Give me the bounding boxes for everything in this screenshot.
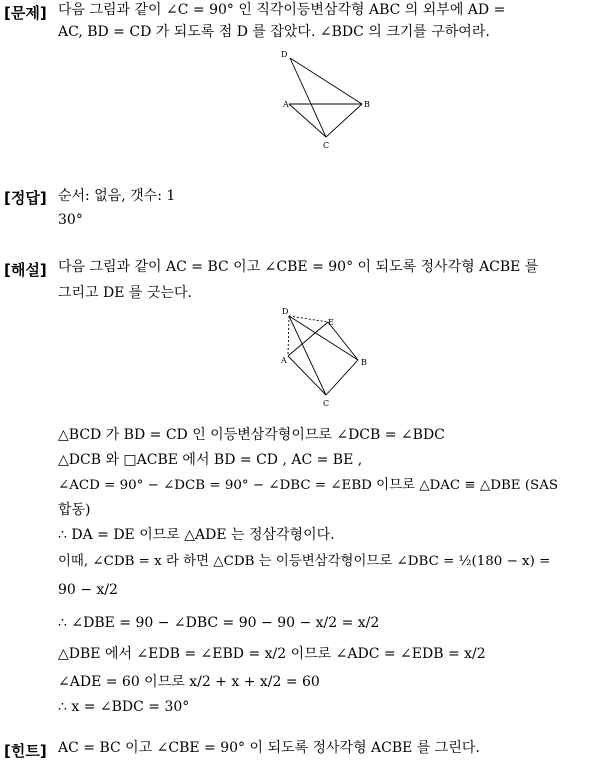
solution-step: △DCB 와 □ACBE 에서 BD = CD , AC = BE , [58, 452, 363, 468]
solution-step: 합동) [58, 502, 91, 518]
solution-step: △DBE 에서 ∠EDB = ∠EBD = x/2 이므로 ∠ADC = ∠EDB = x/2 [58, 646, 486, 662]
solution-step: ∠ACD = 90° − ∠DCB = 90° − ∠DBC = ∠EBD 이므로 △DAC ≡ △DBE (SAS [58, 478, 559, 493]
answer-tag: [정답] [4, 189, 47, 207]
label-A: A [281, 356, 287, 365]
solution-step: ∴ ∠DBE = 90 − ∠DBC = 90 − 90 − x/2 = x/2 [58, 615, 380, 631]
solution-figure [278, 300, 378, 410]
problem-line-2: AC, BD = CD 가 되도록 점 D 를 잡았다. ∠BDC 의 크기를 구하여라. [58, 24, 490, 40]
solution-step: ∴ x = ∠BDC = 30° [58, 699, 190, 715]
solution-step: ∴ DA = DE 이므로 △ADE 는 정삼각형이다. [58, 527, 335, 543]
label-C: C [323, 141, 330, 150]
solution-line-2: 그리고 DE 를 긋는다. [58, 285, 192, 301]
label-D: D [281, 50, 288, 59]
hint-line-1: AC = BC 이고 ∠CBE = 90° 이 되도록 정사각형 ACBE 를 그린다. [58, 740, 480, 756]
label-D: D [282, 307, 289, 316]
label-A: A [283, 100, 289, 109]
solution-tag: [해설] [4, 261, 47, 279]
problem-line-1: 다음 그림과 같이 ∠C = 90° 인 직각이등변삼각형 ABC 의 외부에 AD = [58, 2, 506, 18]
problem-tag: [문제] [4, 4, 47, 22]
answer-line-2: 30° [58, 212, 83, 228]
label-E: E [328, 318, 334, 327]
problem-figure [278, 44, 378, 152]
label-B: B [364, 100, 370, 109]
hint-tag: [힌트] [4, 742, 47, 760]
solution-step: 90 − x/2 [58, 582, 118, 598]
label-B: B [361, 358, 367, 367]
solution-line-1: 다음 그림과 같이 AC = BC 이고 ∠CBE = 90° 이 되도록 정사각형 ACBE 를 [58, 259, 539, 275]
solution-step: 이때, ∠CDB = x 라 하면 △CDB 는 이등변삼각형이므로 ∠DBC = ½(180 − x) = [58, 554, 551, 569]
solution-step: △BCD 가 BD = CD 인 이등변삼각형이므로 ∠DCB = ∠BDC [58, 427, 445, 443]
label-C: C [323, 399, 330, 408]
solution-step: ∠ADE = 60 이므로 x/2 + x + x/2 = 60 [58, 674, 320, 690]
answer-line-1: 순서: 없음, 갯수: 1 [58, 188, 176, 204]
